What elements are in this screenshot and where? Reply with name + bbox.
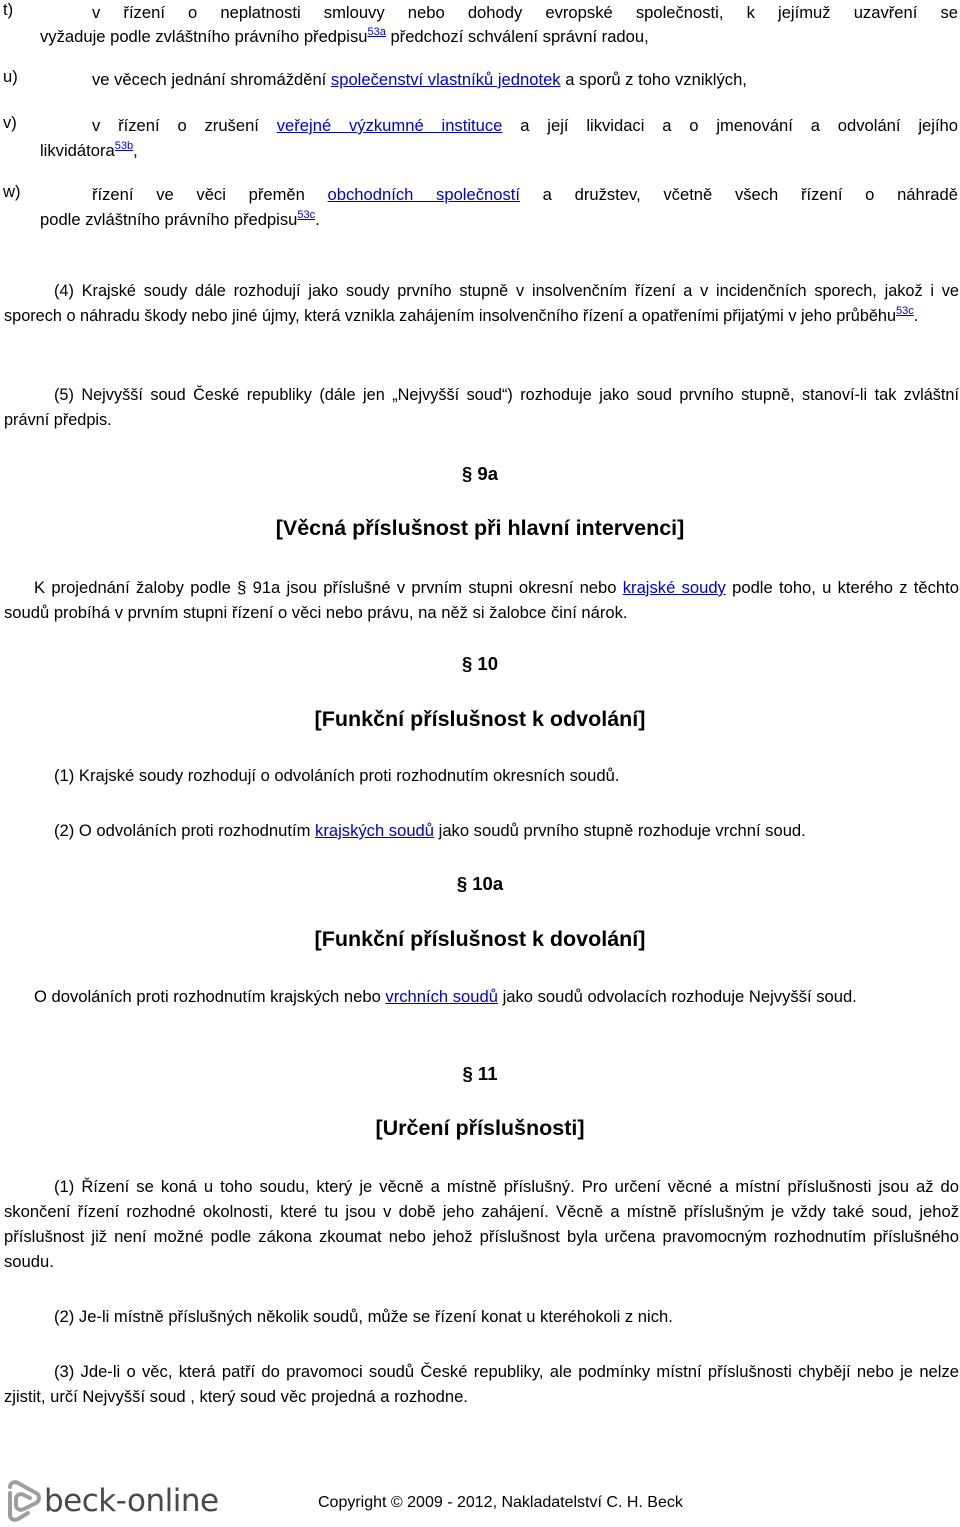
footnote-link[interactable]: 53c [297, 209, 316, 221]
item-text: v řízení o neplatnosti smlouvy nebo dohody evropské společnosti, k jejímuž uzavření se [92, 3, 958, 22]
section-paragraph: K projednání žaloby podle § 91a jsou příslušné v prvním stupni okresní nebo krajské soudy podle toho, u kterého z těchto soudů probíhá v prvním stupni řízení o věci nebo právu, na něž si žalobce činí nárok. [4, 578, 960, 622]
beck-online-logo [6, 1479, 219, 1523]
beck-logo-mark-icon [6, 1479, 44, 1523]
logo-text: beck-online [44, 1483, 219, 1519]
section-number: § 9a [461, 463, 498, 484]
item-label: u) [3, 67, 18, 86]
section-paragraph: (1) Řízení se koná u toho soudu, který je věcně a místně příslušný. Pro určení věcné a místní příslušnosti jsou až do skončení řízení rozhodné okolnosti, které tu jsou v době jeho zahájení. Věcně a místně příslušným je vždy také soud, jehož příslušnost již není možné podle zákona zkoumat nebo jehož příslušnost byla určena pravomocným rozhodnutím příslušného soudu. [4, 1177, 959, 1271]
item-text: v řízení o zrušení veřejné výzkumné instituce a její likvidaci a o jmenování a odvolání jejího [92, 116, 959, 135]
section-paragraph: O dovoláních proti rozhodnutím krajských nebo vrchních soudů jako soudů odvolacích rozhoduje Nejvyšší soud. [34, 987, 857, 1006]
link-obchodnich-spolecnosti[interactable]: obchodních společností [327, 185, 520, 204]
section-heading: [Funkční příslušnost k dovolání] [314, 927, 646, 951]
section-number: § 10 [461, 653, 498, 674]
link-spolecenstvi[interactable]: společenství vlastníků jednotek [330, 70, 561, 89]
section-heading: [Funkční příslušnost k odvolání] [314, 707, 646, 731]
item-text-cont: vyžaduje podle zvláštního právního předpisu$^{53a}$ předchozí schválení správní radou, [40, 26, 649, 46]
item-text-cont: likvidátora$^{53b}$, [40, 140, 138, 160]
section-number: § 11 [462, 1063, 498, 1084]
copyright-text: Copyright © 2009 - 2012, Nakladatelství C. H. Beck [318, 1494, 683, 1511]
item-label: t) [3, 0, 14, 19]
section-paragraph: (2) Je-li místně příslušných několik soudů, může se řízení konat u kteréhokoli z nich. [54, 1307, 673, 1326]
section-heading: [Určení příslušnosti] [375, 1116, 585, 1140]
section-paragraph: (1) Krajské soudy rozhodují o odvoláních proti rozhodnutím okresních soudů. [54, 766, 620, 785]
section-paragraph: (2) O odvoláních proti rozhodnutím krajských soudů jako soudů prvního stupně rozhoduje vrchní soud. [54, 821, 806, 840]
page-footer [0, 1475, 960, 1527]
section-heading: [Věcná příslušnost při hlavní intervenci] [275, 516, 685, 540]
link-verejne-instituce[interactable]: veřejné výzkumné instituce [276, 116, 503, 135]
footnote-link[interactable]: 53b [114, 140, 134, 152]
link-krajske-soudy[interactable]: krajské soudy [622, 578, 726, 597]
item-text: ve věcech jednání shromáždění společenství vlastníků jednotek a sporů z toho vzniklých, [92, 70, 747, 89]
item-text-cont: podle zvláštního právního předpisu$^{53c}$. [40, 209, 320, 229]
section-paragraph: (3) Jde-li o věc, která patří do pravomoci soudů České republiky, ale podmínky místní příslušnosti chybějí nebo je nelze zjistit, určí Nejvyšší soud , který soud věc projedná a rozhodne. [4, 1362, 959, 1406]
link-vrchnich-soudu[interactable]: vrchních soudů [385, 987, 498, 1006]
footnote-link[interactable]: 53c [896, 305, 914, 317]
item-label: v) [3, 113, 17, 132]
footnote-link[interactable]: 53a [367, 26, 386, 38]
paragraph-5: (5) Nejvyšší soud České republiky (dále jen „Nejvyšší soud“) rozhoduje jako soud prvního stupně, stanoví-li tak zvláštní právní předpis. [4, 386, 959, 429]
section-number: § 10a [456, 873, 504, 894]
link-krajskych-soudu[interactable]: krajských soudů [315, 821, 435, 840]
paragraph-4: (4) Krajské soudy dále rozhodují jako soudy prvního stupně v insolvenčním řízení a v incidenčních sporech, jakož i ve sporech o náhradu škody nebo jiné újmy, která vznikla zahájením insolvenčního řízení a opatřeními přijatými v jeho průběhu$^{53c}$. [4, 282, 959, 325]
item-text: řízení ve věci přeměn obchodních společností a družstev, včetně všech řízení o náhradě [92, 185, 958, 204]
item-label: w) [3, 182, 21, 201]
